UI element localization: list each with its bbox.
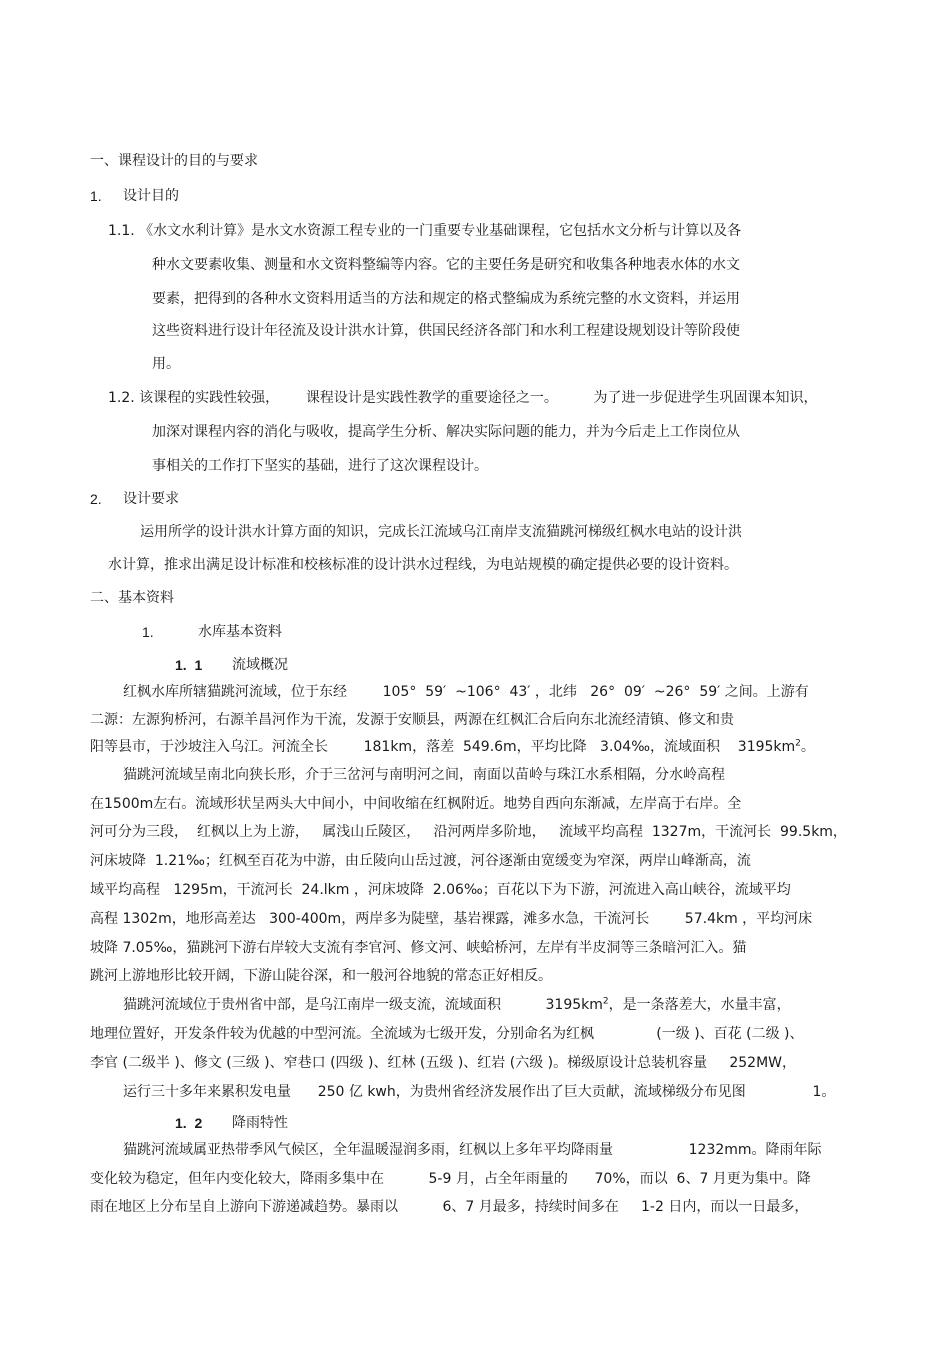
superscript: 2 [602, 996, 609, 1007]
para-c-line: 李官 (二级半 )、修文 (三级 )、窄巷口 (四级 )、红林 (五级 )、红岩 (六级 )。梯级原设计总装机容量 252MW， [90, 1055, 797, 1071]
section-1-title: 一、课程设计的目的与要求 [90, 153, 258, 169]
para-b-line: 猫跳河流域呈南北向狭长形，介于三岔河与南明河之间，南面以苗岭与珠江水系相隔，分水岭高程 [123, 767, 725, 783]
para-1-1-line: 种水文要素收集、测量和水文资料整编等内容。它的主要任务是研究和收集各种地表水体的水文 [152, 257, 740, 273]
para-2-line: 运用所学的设计洪水计算方面的知识，完成长江流域乌江南岸支流猫跳河梯级红枫水电站的设计洪 [140, 524, 742, 540]
para-b-line: 河可分为三段， 红枫以上为上游， 属浅山丘陵区， 沿河两岸多阶地， 流域平均高程 1327m，干流河长 99.5km， [90, 824, 847, 840]
subsection-1-title: 水库基本资料 [198, 624, 282, 640]
para-d-line: 雨在地区上分布呈自上游向下游递减趋势。暴雨以 6、7 月最多，持续时间多在 1-2 日内，而以一日最多， [90, 1199, 809, 1215]
para-d-line: 变化较为稳定，但年内变化较大，降雨多集中在 5-9 月，占全年雨量的 70%，而以 6、7 月更为集中。降 [90, 1171, 811, 1187]
para-1-1-line: 要素，把得到的各种水文资料用适当的方法和规定的格式整编成为系统完整的水文资料，并运用 [152, 291, 740, 307]
para-a-line: 二源：左源狗桥河，右源羊昌河作为干流，发源于安顺县，两源在红枫汇合后向东北流经清镇、修文和贵 [90, 712, 734, 728]
para-c-line: 地理位置好，开发条件较为优越的中型河流。全流域为七级开发，分别命名为红枫 (一级 )、百花 (二级 )、 [90, 1026, 804, 1042]
para-1-2-line: 事相关的工作打下坚实的基础，进行了这次课程设计。 [152, 458, 488, 474]
para-1-1-line: 这些资料进行设计年径流及设计洪水计算，供国民经济各部门和水利工程建设规划设计等阶段使 [152, 323, 740, 339]
superscript: 2 [795, 738, 801, 749]
para-d-line: 猫跳河流域属亚热带季风气候区，全年温暖湿润多雨，红枫以上多年平均降雨量 1232mm。降雨年际 [123, 1142, 822, 1158]
para-b-line: 跳河上游地形比较开阔，下游山陡谷深，和一般河谷地貌的常态正好相反。 [90, 968, 552, 984]
para-1-1-line: 1.1. 《水文水利计算》是水文水资源工程专业的一门重要专业基础课程，它包括水文分析与计算以及各 [108, 223, 742, 239]
para-b-line: 坡降 7.05‰，猫跳河下游右岸较大支流有李官河、修文河、峡蛤桥河，左岸有半皮洞等三条暗河汇入。猫 [90, 940, 747, 956]
para-c-line: 运行三十多年来累积发电量 250 亿 kwh，为贵州省经济发展作出了巨大贡献，流域梯级分布见图 1。 [123, 1084, 836, 1100]
item-1-number: 1. [90, 188, 102, 204]
subsection-1-number: 1. [142, 624, 154, 640]
para-b-line: 河床坡降 1.21‰；红枫至百花为中游，由丘陵向山岳过渡，河谷逐渐由宽缓变为窄深，两岸山峰渐高，流 [90, 853, 751, 869]
para-a-line: 阳等县市，于沙坡注入乌江。河流全长 181km，落差 549.6m，平均比降 3.04‰，流域面积 $3195km^2$。 [90, 738, 815, 755]
para-2-line: 水计算，推求出满足设计标准和校核标准的设计洪水过程线，为电站规模的确定提供必要的设计资料。 [108, 557, 738, 573]
item-2-title: 设计要求 [123, 491, 179, 507]
para-b-line: 在1500m左右。流域形状呈两头大中间小，中间收缩在红枫附近。地势自西向东渐减，左岸高于右岸。全 [90, 796, 742, 812]
subsection-1-2-number: 1. 2 [175, 1115, 203, 1131]
para-b-line: 域平均高程 1295m，干流河长 24.lkm ，河床坡降 2.06‰；百花以下为下游，河流进入高山峡谷，流域平均 [90, 882, 791, 898]
para-1-2-line: 加深对课程内容的消化与吸收，提高学生分析、解决实际问题的能力，并为今后走上工作岗位从 [152, 424, 740, 440]
subsection-1-1-number: 1. 1 [175, 657, 203, 673]
subsection-1-1-title: 流域概况 [232, 657, 288, 673]
section-2-title: 二、基本资料 [90, 590, 174, 606]
subsection-1-2-title: 降雨特性 [232, 1115, 288, 1131]
para-c-line: 猫跳河流域位于贵州省中部，是乌江南岸一级支流，流域面积 $3195km^2$，是一条落差大，水量丰富， [123, 996, 791, 1013]
para-a-line: 红枫水库所辖猫跳河流域，位于东经 105° 59′ ~106° 43′ ，北纬 26° 09′ ~26° 59′ 之间。上游有 [123, 684, 809, 700]
item-2-number: 2. [90, 491, 102, 507]
para-1-1-line: 用。 [152, 356, 180, 372]
item-1-title: 设计目的 [123, 188, 179, 204]
para-1-2-line: 1.2. 该课程的实践性较强， 课程设计是实践性教学的重要途径之一。 为了进一步促进学生巩固课本知识， [108, 390, 818, 406]
para-b-line: 高程 1302m，地形高差达 300-400m，两岸多为陡壁，基岩裸露，滩多水急，干流河长 57.4km ，平均河床 [90, 911, 813, 927]
